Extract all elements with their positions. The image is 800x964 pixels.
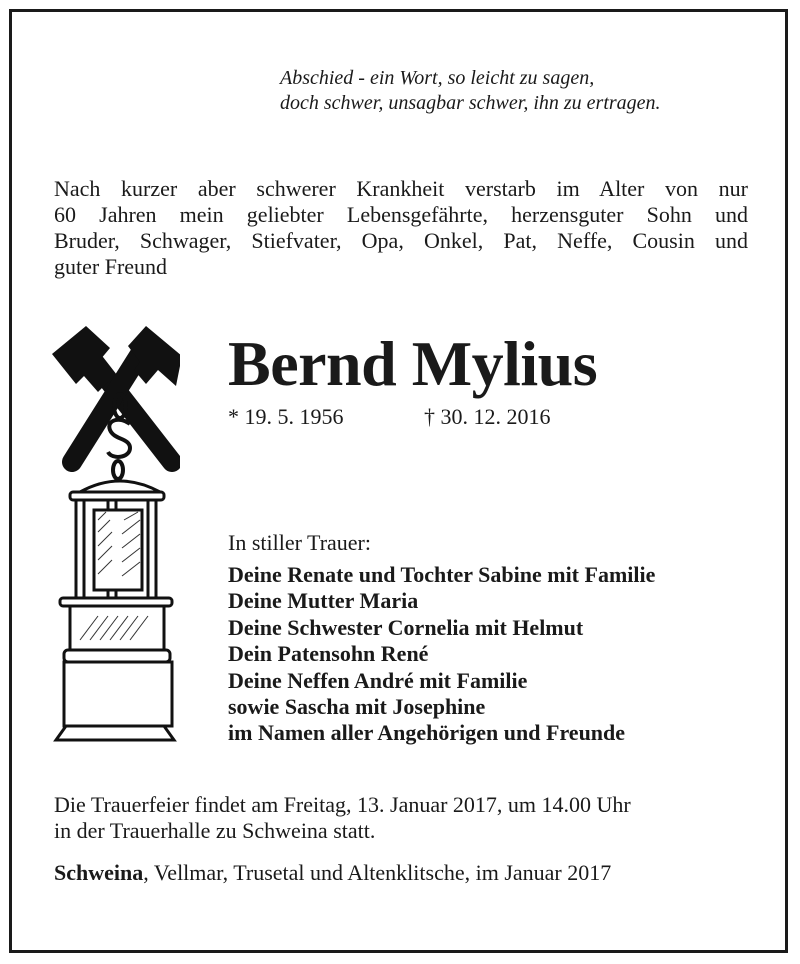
funeral-line-2: in der Trauerhalle zu Schweina statt. <box>54 818 376 843</box>
intro-line-1: Nach kurzer aber schwerer Krankheit verstarb im Alter von nur <box>54 176 748 201</box>
intro-line-4: guter Freund <box>54 254 168 279</box>
mourner-line: Deine Neffen André mit Familie <box>228 667 528 693</box>
intro-text <box>54 176 748 280</box>
mourner-line: sowie Sascha mit Josephine <box>228 694 486 720</box>
mourners-list <box>228 562 655 747</box>
death-date: † 30. 12. 2016 <box>424 404 551 429</box>
quote-line-2: doch schwer, unsagbar schwer, ihn zu ertragen. <box>280 92 661 114</box>
place-main: Schweina <box>54 860 144 885</box>
mourning-intro: In stiller Trauer: <box>228 530 371 555</box>
mourner-line: Deine Mutter Maria <box>228 588 419 614</box>
quote-line-1: Abschied - ein Wort, so leicht zu sagen, <box>280 67 595 89</box>
funeral-line-1: Die Trauerfeier findet am Freitag, 13. Januar 2017, um 14.00 Uhr <box>54 792 631 817</box>
intro-line-2: 60 Jahren mein geliebter Lebensgefährte, herzensguter Sohn und <box>54 202 748 227</box>
mourner-line: im Namen aller Angehörigen und Freunde <box>228 720 626 746</box>
birth-date: * 19. 5. 1956 <box>228 404 344 429</box>
intro-line-3: Bruder, Schwager, Stiefvater, Opa, Onkel, Pat, Neffe, Cousin und <box>54 228 748 253</box>
hammer-and-pick-with-miners-lamp-icon <box>50 320 180 750</box>
deceased-name: Bernd Mylius <box>228 328 598 399</box>
mourner-line: Deine Schwester Cornelia mit Helmut <box>228 614 584 640</box>
mourner-line: Dein Patensohn René <box>228 641 429 667</box>
mourner-line: Deine Renate und Tochter Sabine mit Familie <box>228 562 656 587</box>
funeral-info <box>54 792 631 844</box>
places-rest: , Vellmar, Trusetal und Altenklitsche, im Januar 2017 <box>143 860 612 885</box>
places-and-date <box>54 860 611 886</box>
farewell-quote <box>280 66 661 116</box>
